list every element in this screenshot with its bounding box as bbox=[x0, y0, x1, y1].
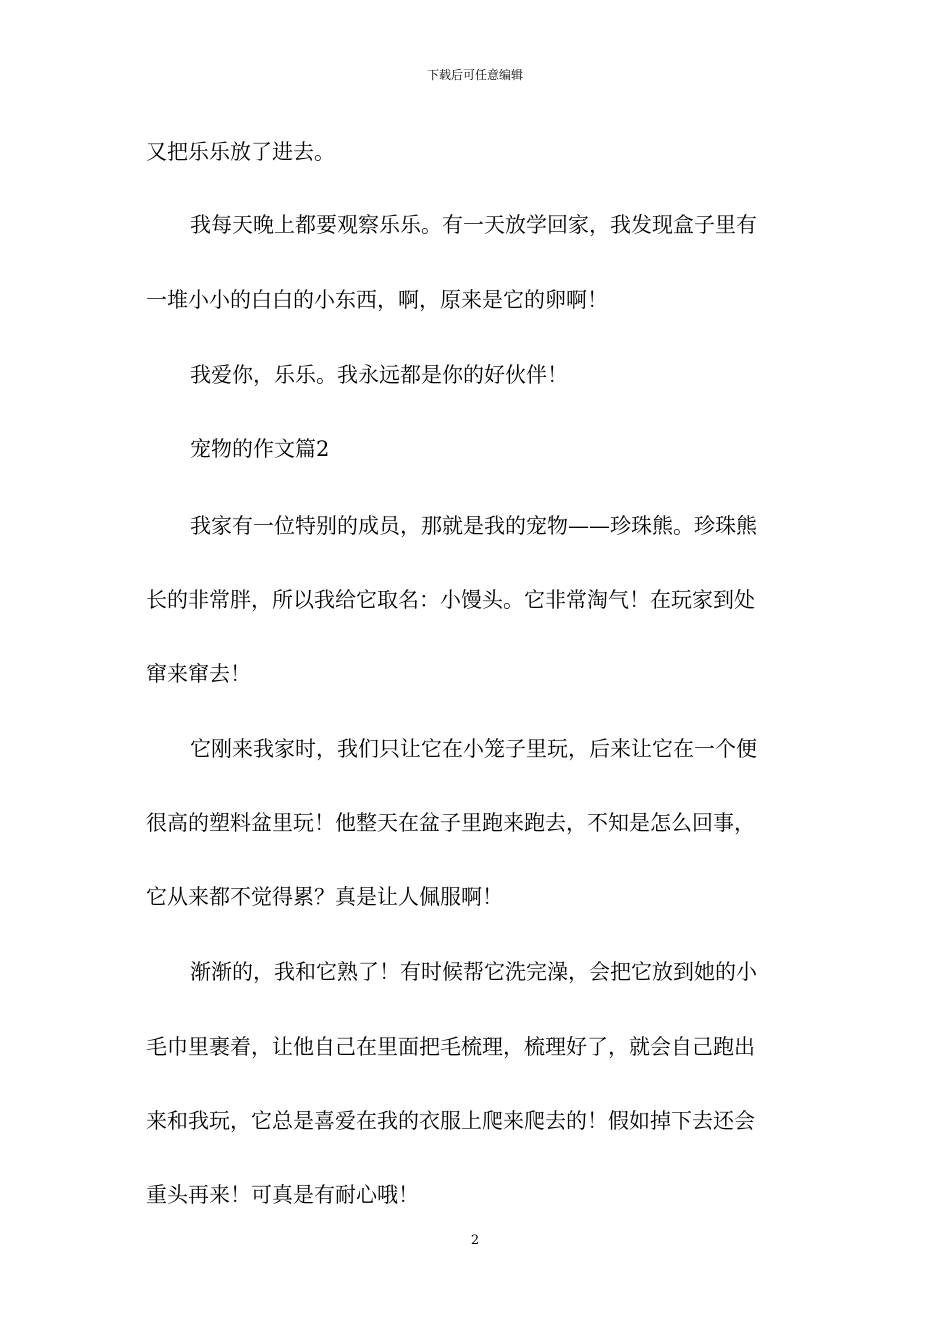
text-line-10: 很高的塑料盆里玩！他整天在盆子里跑来跑去，不知是怎么回事， bbox=[146, 811, 755, 835]
text-line-1: 又把乐乐放了进去。 bbox=[146, 140, 335, 164]
text-line-11: 它从来都不觉得累？真是让人佩服啊！ bbox=[146, 885, 503, 909]
text-line-8: 窜来窜去！ bbox=[146, 662, 251, 686]
text-line-3: 一堆小小的白白的小东西，啊，原来是它的卵啊！ bbox=[146, 288, 608, 312]
text-line-9: 它刚来我家时，我们只让它在小笼子里玩，后来让它在一个便 bbox=[190, 737, 757, 761]
text-line-2: 我每天晚上都要观察乐乐。有一天放学回家，我发现盒子里有 bbox=[190, 213, 757, 237]
text-line-14: 来和我玩，它总是喜爱在我的衣服上爬来爬去的！假如掉下去还会 bbox=[146, 1109, 755, 1133]
page-number: 2 bbox=[470, 1233, 480, 1248]
text-line-4: 我爱你，乐乐。我永远都是你的好伙伴！ bbox=[190, 363, 568, 387]
section-heading: 宠物的作文篇2 bbox=[190, 437, 330, 461]
text-line-7: 长的非常胖，所以我给它取名：小馒头。它非常淘气！在玩家到处 bbox=[146, 588, 755, 612]
text-line-13: 毛巾里裹着，让他自己在里面把毛梳理，梳理好了，就会自己跑出 bbox=[146, 1035, 755, 1059]
text-line-12: 渐渐的，我和它熟了！有时候帮它洗完澡，会把它放到她的小 bbox=[190, 960, 757, 984]
page-header: 下载后可任意编辑 bbox=[426, 68, 523, 82]
text-line-15: 重头再来！可真是有耐心哦！ bbox=[146, 1183, 419, 1207]
text-line-6: 我家有一位特别的成员，那就是我的宠物——珍珠熊。珍珠熊 bbox=[190, 514, 757, 538]
